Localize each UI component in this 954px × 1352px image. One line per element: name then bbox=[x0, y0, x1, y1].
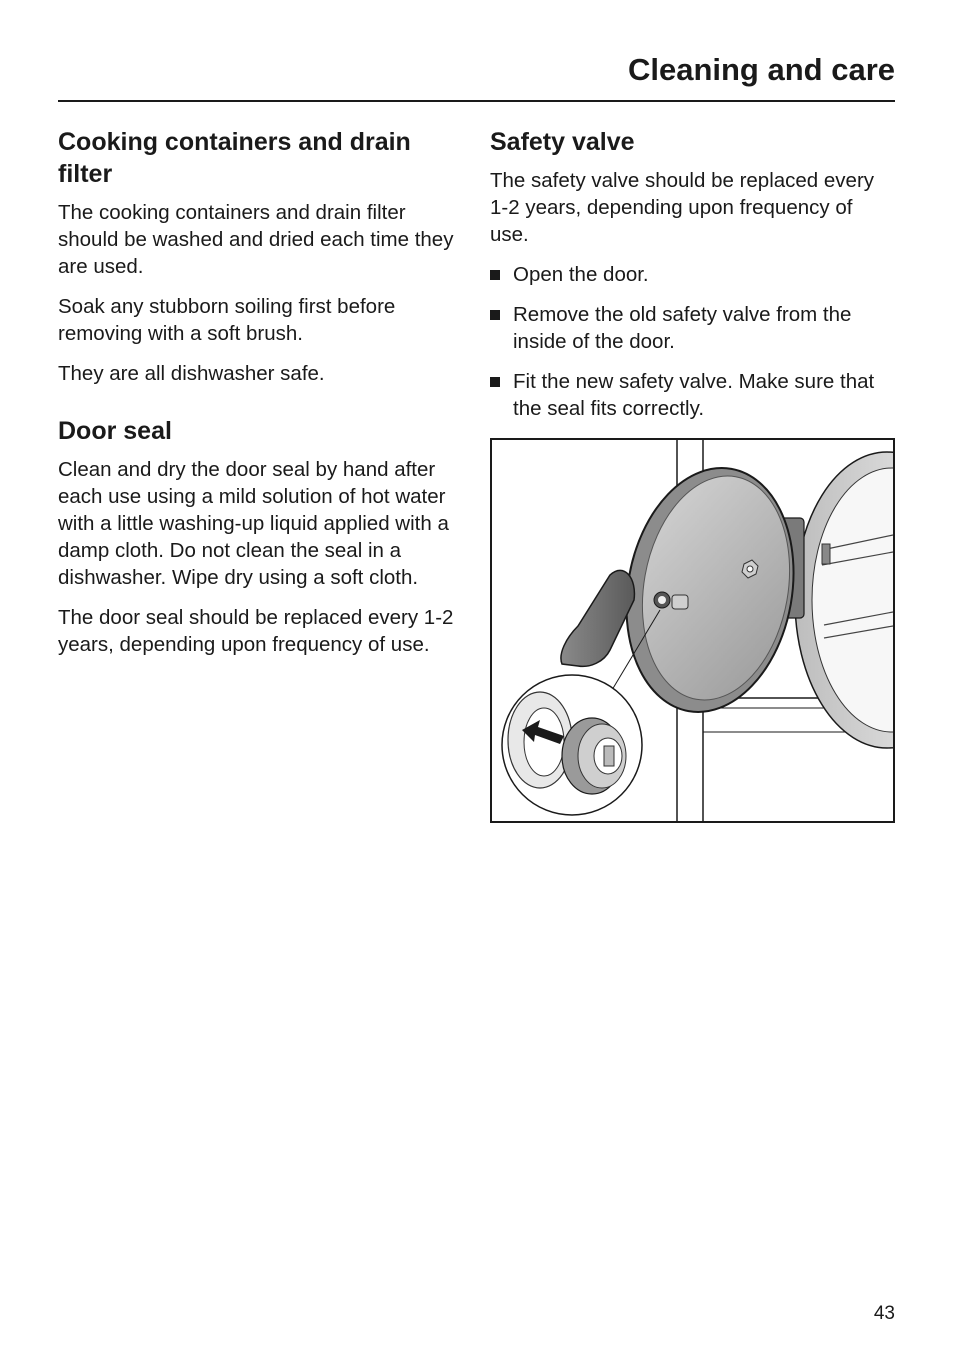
step-text: Remove the old safety valve from the inside of the door. bbox=[513, 303, 852, 353]
left-column bbox=[58, 124, 468, 658]
square-bullet-icon bbox=[490, 310, 500, 320]
door-seal-section bbox=[58, 415, 468, 658]
step-item bbox=[490, 301, 895, 355]
right-column bbox=[490, 124, 895, 435]
cooking-containers-paragraph-2: Soak any stubborn soiling first before removing with a soft brush. bbox=[58, 295, 396, 345]
page-number: 43 bbox=[873, 1303, 895, 1324]
safety-valve-intro: The safety valve should be replaced every 1-2 years, depending upon frequency of use. bbox=[490, 169, 875, 246]
cooking-containers-paragraph-1: The cooking containers and drain filter should be washed and dried each time they are used. bbox=[58, 201, 454, 278]
safety-valve-section bbox=[490, 126, 895, 422]
cooking-containers-paragraph-3: They are all dishwasher safe. bbox=[58, 362, 325, 385]
cooking-containers-section bbox=[58, 126, 468, 387]
safety-valve-steps bbox=[490, 261, 895, 422]
door-seal-paragraph-2: The door seal should be replaced every 1-2 years, depending upon frequency of use. bbox=[58, 606, 454, 656]
square-bullet-icon bbox=[490, 270, 500, 280]
step-text: Fit the new safety valve. Make sure that the seal fits correctly. bbox=[513, 370, 875, 420]
door-seal-paragraph-1: Clean and dry the door seal by hand after each use using a mild solution of hot water with a little washing-up liquid applied with a damp cloth. Do not clean the seal in a dishwasher. Wipe dry using a soft cloth. bbox=[58, 458, 449, 589]
door-seal-heading: Door seal bbox=[58, 417, 172, 445]
step-text: Open the door. bbox=[513, 263, 649, 286]
page-header-title: Cleaning and care bbox=[627, 52, 895, 87]
square-bullet-icon bbox=[490, 377, 500, 387]
safety-valve-illustration bbox=[490, 438, 895, 823]
oven-door-drawing bbox=[492, 440, 893, 821]
cooking-containers-heading: Cooking containers and drain filter bbox=[58, 128, 411, 188]
step-item bbox=[490, 261, 895, 288]
step-item bbox=[490, 368, 895, 422]
header-rule bbox=[58, 100, 895, 102]
safety-valve-heading: Safety valve bbox=[490, 128, 635, 156]
